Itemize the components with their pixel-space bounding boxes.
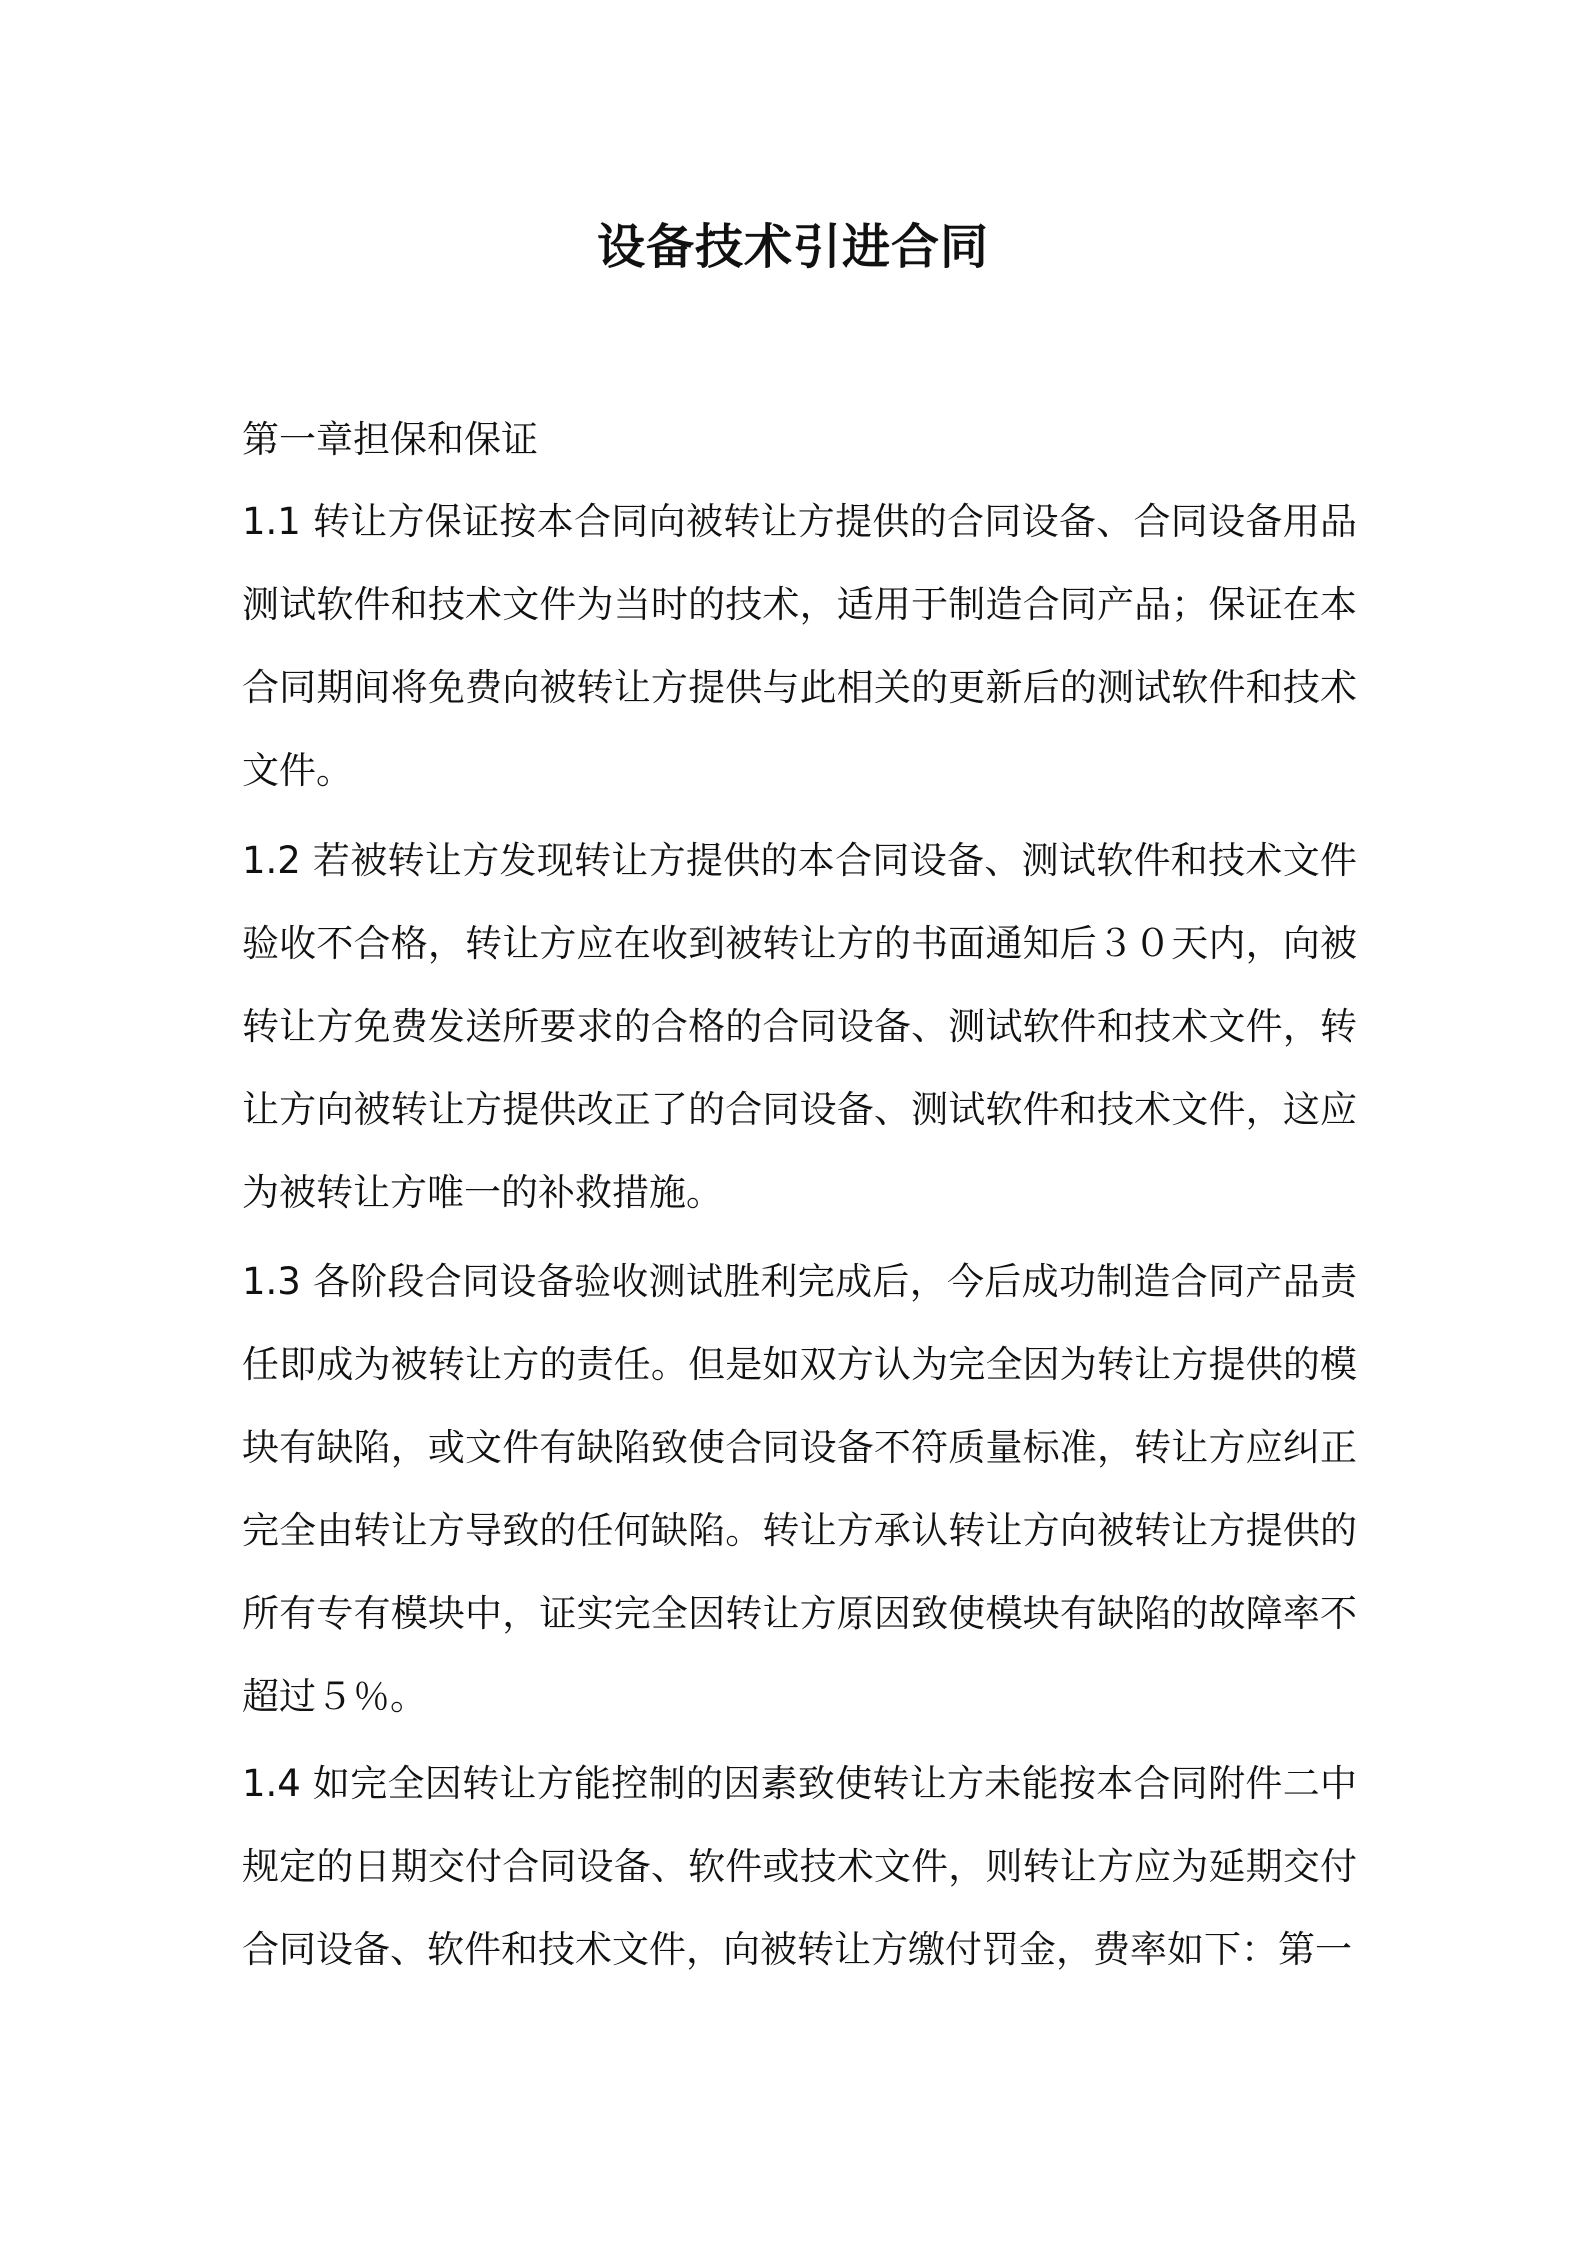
paragraph-1-3: 1.3 各阶段合同设备验收测试胜利完成后，今后成功制造合同产品责任即成为被转让方的责任。但是如双方认为完全因为转让方提供的模块有缺陷，或文件有缺陷致使合同设备不符质量标准，转让方应纠正完全由转让方导致的任何缺陷。转让方承认转让方向被转让方提供的所有专有模块中，证实完全因转让方原因致使模块有缺陷的故障率不超过５％。 — [242, 1260, 1357, 1718]
paragraph-1-1: 1.1 转让方保证按本合同向被转让方提供的合同设备、合同设备用品测试软件和技术文件为当时的技术，适用于制造合同产品；保证在本合同期间将免费向被转让方提供与此相关的更新后的测试软件和技术文件。 — [242, 500, 1357, 792]
chapter-heading: 第一章担保和保证 — [242, 418, 538, 461]
paragraph-1-4: 1.4 如完全因转让方能控制的因素致使转让方未能按本合同附件二中规定的日期交付合同设备、软件或技术文件，则转让方应为延期交付合同设备、软件和技术文件，向被转让方缴付罚金，费率如下：第一 — [242, 1762, 1357, 1971]
paragraph-1-2: 1.2 若被转让方发现转让方提供的本合同设备、测试软件和技术文件验收不合格，转让方应在收到被转让方的书面通知后３０天内，向被转让方免费发送所要求的合格的合同设备、测试软件和技术文件，转让方向被转让方提供改正了的合同设备、测试软件和技术文件，这应为被转让方唯一的补救措施。 — [242, 839, 1357, 1214]
document-title: 设备技术引进合同 — [596, 219, 989, 275]
